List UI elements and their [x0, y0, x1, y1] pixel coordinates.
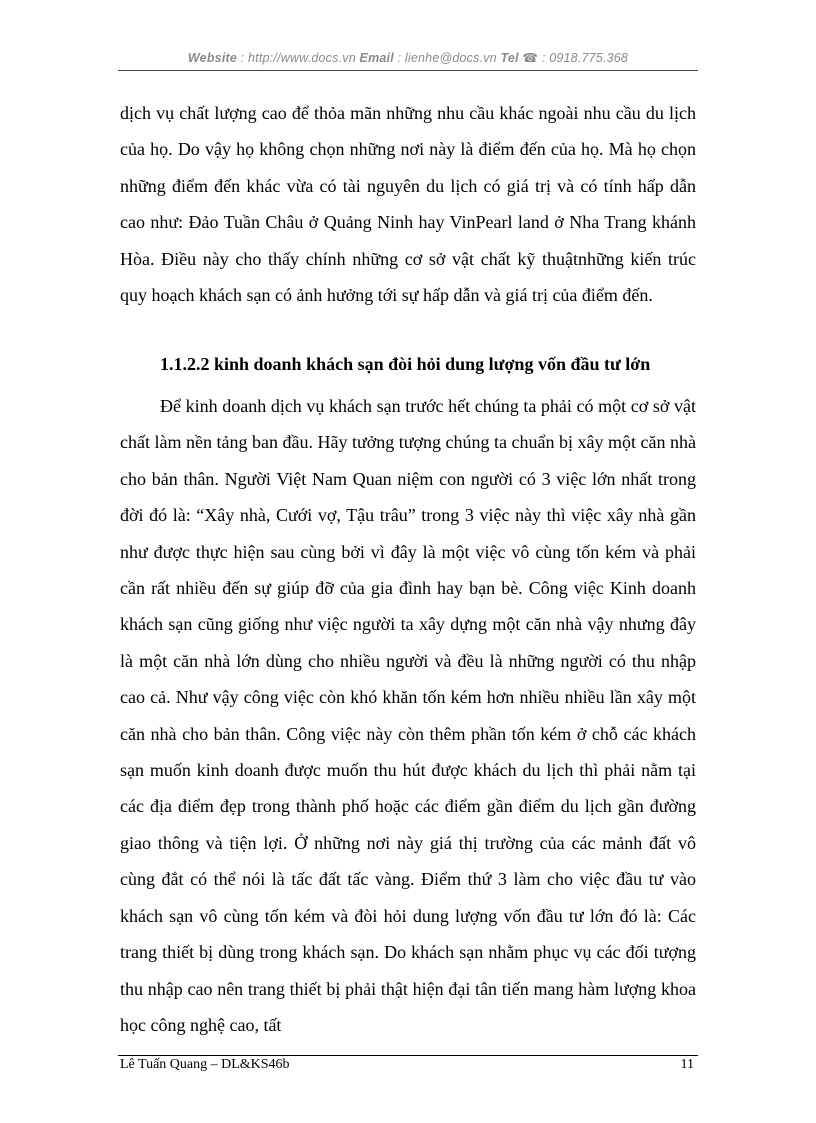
body-paragraph-2 [120, 388, 696, 1043]
header-divider [118, 70, 698, 71]
email-value: : lienhe@docs.vn [393, 51, 501, 65]
section-heading: 1.1.2.2 kinh doanh khách sạn đòi hỏi dung lượng vốn đầu tư lớn [160, 354, 651, 374]
footer-divider [118, 1055, 698, 1056]
tel-label: Tel [500, 51, 519, 65]
website-label: Website [187, 51, 238, 65]
page-number: 11 [680, 1057, 694, 1072]
paragraph-text: Để kinh doanh dịch vụ khách sạn trước hết chúng ta phải có một cơ sở vật chất làm nền tảng ban đầu. Hãy tưởng tượng chúng ta chuẩn bị xây một căn nhà cho bản thân. Người Việt Nam Quan niệm con người có 3 việc lớn nhất trong đời đó là: “Xây nhà, Cưới vợ, Tậu trâu” trong 3 việc này thì việc xây nhà gần như được thực hiện sau cùng bởi vì đây là một việc vô cùng tốn kém và phải cần rất nhiều đến sự giúp đỡ của gia đình hay bạn bè. Công việc Kinh doanh khách sạn cũng giống như việc người ta xây dựng một căn nhà vậy nhưng đây là một căn nhà lớn dùng cho nhiều người và đều là những người có thu nhập cao cả. Như vậy công việc còn khó khăn tốn kém hơn nhiều nhiều lần xây một căn nhà cho bản thân. Công việc này còn thêm phần tốn kém ở chỗ các khách sạn muốn kinh doanh được muốn thu hút được khách du lịch thì phải nằm tại các địa điểm đẹp trong thành phố hoặc các điểm gần điểm du lịch gần đường giao thông và tiện lợi. Ở những nơi này giá thị trường của các mảnh đất vô cùng đắt có thể nói là tấc đất tấc vàng. Điểm thứ 3 làm cho việc đầu tư vào khách sạn vô cùng tốn kém và đòi hỏi dung lượng vốn đầu tư lớn đó là: Các trang thiết bị dùng trong khách sạn. Do khách sạn nhằm phục vụ các đối tượng thu nhập cao nên trang thiết bị phải thật hiện đại tân tiến mang hàm lượng khoa học công nghệ cao, tất [120, 396, 696, 1035]
body-paragraph-1 [120, 95, 696, 313]
tel-value: : 0918.775.368 [538, 51, 629, 65]
phone-icon: ☎ [522, 51, 539, 65]
paragraph-text: dịch vụ chất lượng cao để thỏa mãn những nhu cầu khác ngoài nhu cầu du lịch của họ. Do vậy họ không chọn những nơi này là điểm đến của họ. Mà họ chọn những điểm đến khác vừa có tài nguyên du lịch có giá trị và có tính hấp dẫn cao như: Đảo Tuần Châu ở Quảng Ninh hay VinPearl land ở Nha Trang khánh Hòa. Điều này cho thấy chính những cơ sở vật chất kỹ thuậtnhững kiến trúc quy hoạch khách sạn có ảnh hưởng tới sự hấp dẫn và giá trị của điểm đến. [120, 103, 696, 306]
email-label: Email [359, 51, 394, 65]
footer-author: Lê Tuấn Quang – DL&KS46b [120, 1057, 290, 1072]
website-value: : http://www.docs.vn [237, 51, 360, 65]
page-header [118, 50, 698, 65]
